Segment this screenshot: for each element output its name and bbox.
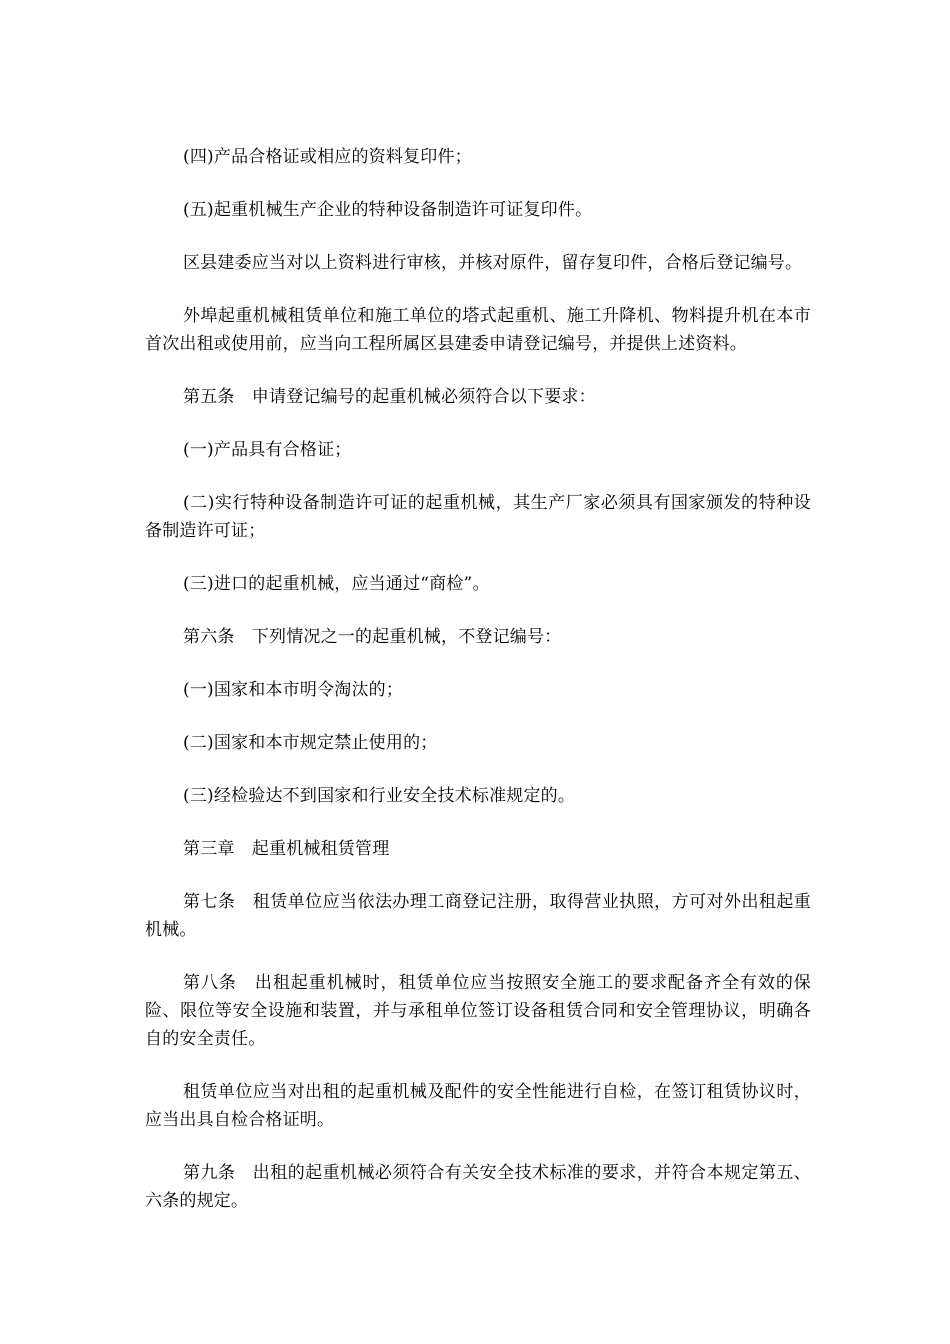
paragraph-item-4: (四)产品合格证或相应的资料复印件； xyxy=(183,147,472,167)
chapter-3-heading: 第三章 起重机械租赁管理 xyxy=(183,839,390,859)
article-5-item-3: (三)进口的起重机械，应当通过“商检”。 xyxy=(183,574,490,594)
article-9: 第九条 出租的起重机械必须符合有关安全技术标准的要求，并符合本规定第五、六条的规定。 xyxy=(145,1163,811,1211)
article-8-self-inspection: 租赁单位应当对出租的起重机械及配件的安全性能进行自检，在签订租赁协议时，应当出具自检合格证明。 xyxy=(145,1082,811,1130)
paragraph-item-5: (五)起重机械生产企业的特种设备制造许可证复印件。 xyxy=(183,200,593,220)
paragraph-external-units: 外埠起重机械租赁单位和施工单位的塔式起重机、施工升降机、物料提升机在本市首次出租或使用前，应当向工程所属区县建委申请登记编号，并提供上述资料。 xyxy=(145,306,811,354)
article-7: 第七条 租赁单位应当依法办理工商登记注册，取得营业执照，方可对外出租起重机械。 xyxy=(145,892,811,940)
article-8: 第八条 出租起重机械时，租赁单位应当按照安全施工的要求配备齐全有效的保险、限位等安全设施和装置，并与承租单位签订设备租赁合同和安全管理协议，明确各自的安全责任。 xyxy=(145,973,811,1049)
article-6-item-2: (二)国家和本市规定禁止使用的； xyxy=(183,733,438,753)
article-6-item-3: (三)经检验达不到国家和行业安全技术标准规定的。 xyxy=(183,786,576,806)
article-6: 第六条 下列情况之一的起重机械，不登记编号： xyxy=(183,627,562,647)
paragraph-review: 区县建委应当对以上资料进行审核，并核对原件，留存复印件，合格后登记编号。 xyxy=(183,253,803,273)
article-5-item-1: (一)产品具有合格证； xyxy=(183,440,352,460)
document-body xyxy=(145,143,811,1240)
article-5: 第五条 申请登记编号的起重机械必须符合以下要求： xyxy=(183,387,596,407)
article-6-item-1: (一)国家和本市明令淘汰的； xyxy=(183,680,404,700)
article-5-item-2: (二)实行特种设备制造许可证的起重机械，其生产厂家必须具有国家颁发的特种设备制造许可证； xyxy=(145,493,811,541)
